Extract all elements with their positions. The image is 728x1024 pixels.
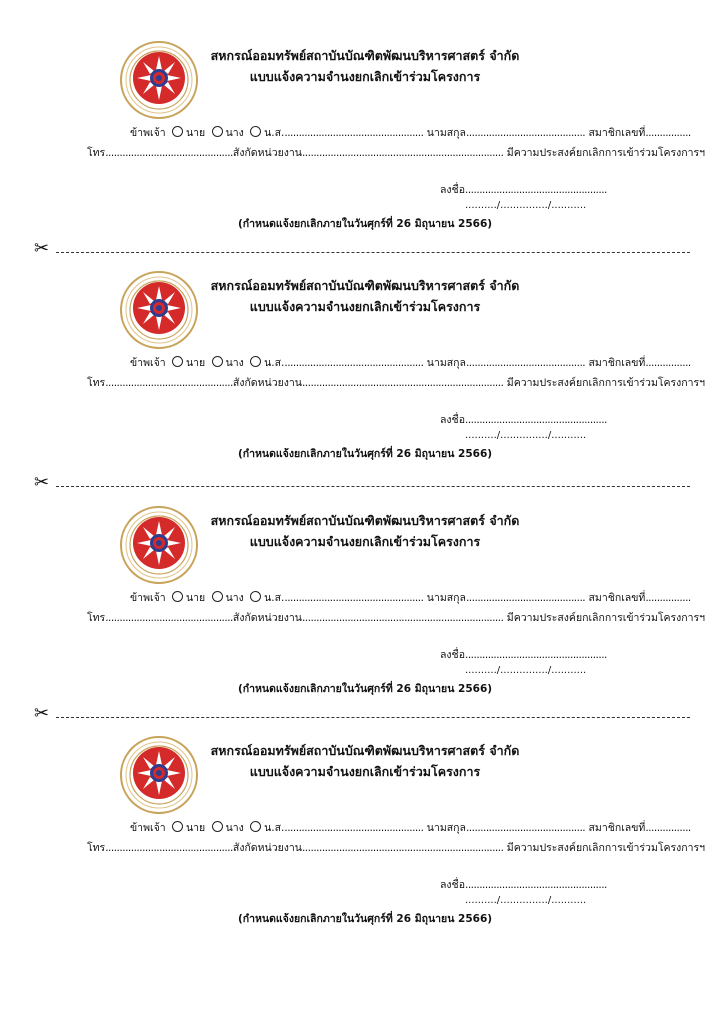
prefix-mrs-label: นาง: [225, 127, 244, 139]
prefix-ms-label: น.ส.: [264, 357, 285, 369]
name-row: [130, 354, 691, 371]
circle-radio-icon[interactable]: [172, 356, 183, 367]
coop-logo-icon: [119, 735, 199, 815]
lastname-field[interactable]: ..........................................: [465, 822, 586, 834]
contact-row: [87, 144, 705, 161]
dashed-divider: [56, 252, 690, 253]
prefix-ms-label: น.ส.: [264, 592, 285, 604]
phone-label: โทร: [87, 842, 106, 854]
lastname-label: นามสกุล: [426, 822, 466, 834]
signature-field[interactable]: ..................................................: [465, 879, 607, 891]
cancel-form-slip: [0, 735, 728, 965]
cut-line: [34, 238, 690, 259]
signature-label: ลงชื่อ: [440, 879, 465, 891]
form-title: แบบแจ้งความจำนงยกเลิกเข้าร่วมโครงการ: [249, 764, 481, 779]
member-no-label: สมาชิกเลขที่: [588, 822, 646, 834]
coop-logo-icon: [119, 505, 199, 585]
scissors-icon: ✂: [34, 238, 50, 259]
member-no-field[interactable]: ................: [645, 357, 691, 369]
org-name: สหกรณ์ออมทรัพย์สถาบันบัณฑิตพัฒนบริหารศาสตร์ จำกัด: [210, 48, 520, 63]
member-no-label: สมาชิกเลขที่: [588, 592, 646, 604]
circle-radio-icon[interactable]: [250, 821, 261, 832]
phone-label: โทร: [87, 612, 106, 624]
cancel-form-slip: [0, 505, 728, 735]
cancel-form-slip: [0, 270, 728, 500]
lastname-field[interactable]: ..........................................: [465, 592, 586, 604]
circle-radio-icon[interactable]: [250, 126, 261, 137]
date-field[interactable]: ........../.............../...........: [465, 430, 587, 441]
unit-label: สังกัดหน่วยงาน: [232, 377, 302, 389]
deadline-note: (กำหนดแจ้งยกเลิกภายในวันศุกร์ที่ 26 มิถุนายน 2566): [237, 913, 493, 925]
prefix-mrs-label: นาง: [225, 822, 244, 834]
prefix-mrs-label: นาง: [225, 592, 244, 604]
firstname-field[interactable]: .................................................: [284, 127, 424, 139]
unit-field[interactable]: .......................................................................: [301, 612, 504, 624]
form-title: แบบแจ้งความจำนงยกเลิกเข้าร่วมโครงการ: [249, 299, 481, 314]
circle-radio-icon[interactable]: [172, 126, 183, 137]
form-title: แบบแจ้งความจำนงยกเลิกเข้าร่วมโครงการ: [249, 534, 481, 549]
prefix-mr-label: นาย: [185, 127, 206, 139]
prefix-mrs-label: นาง: [225, 357, 244, 369]
intent-text: มีความประสงค์ยกเลิกการเข้าร่วมโครงการฯ: [506, 147, 706, 159]
signature-field[interactable]: ..................................................: [465, 414, 607, 426]
contact-row: [87, 609, 705, 626]
lastname-field[interactable]: ..........................................: [465, 127, 586, 139]
member-no-field[interactable]: ................: [645, 127, 691, 139]
date-field[interactable]: ........../.............../...........: [465, 665, 587, 676]
i-label: ข้าพเจ้า: [130, 592, 166, 604]
unit-field[interactable]: .......................................................................: [301, 842, 504, 854]
unit-field[interactable]: .......................................................................: [301, 147, 504, 159]
cut-line: [34, 472, 690, 493]
circle-radio-icon[interactable]: [172, 591, 183, 602]
lastname-label: นามสกุล: [426, 592, 466, 604]
name-row: [130, 124, 691, 141]
circle-radio-icon[interactable]: [172, 821, 183, 832]
org-name: สหกรณ์ออมทรัพย์สถาบันบัณฑิตพัฒนบริหารศาสตร์ จำกัด: [210, 513, 520, 528]
prefix-ms-label: น.ส.: [264, 127, 285, 139]
i-label: ข้าพเจ้า: [130, 357, 166, 369]
firstname-field[interactable]: .................................................: [284, 592, 424, 604]
lastname-label: นามสกุล: [426, 127, 466, 139]
coop-logo-icon: [119, 270, 199, 350]
name-row: [130, 819, 691, 836]
date-field[interactable]: ........../.............../...........: [465, 200, 587, 211]
org-name: สหกรณ์ออมทรัพย์สถาบันบัณฑิตพัฒนบริหารศาสตร์ จำกัด: [210, 278, 520, 293]
deadline-note: (กำหนดแจ้งยกเลิกภายในวันศุกร์ที่ 26 มิถุนายน 2566): [237, 683, 493, 695]
prefix-ms-label: น.ส.: [264, 822, 285, 834]
intent-text: มีความประสงค์ยกเลิกการเข้าร่วมโครงการฯ: [506, 612, 706, 624]
dashed-divider: [56, 717, 690, 718]
signature-row: [440, 411, 607, 428]
circle-radio-icon[interactable]: [212, 821, 223, 832]
scissors-icon: ✂: [34, 472, 50, 493]
phone-field[interactable]: .............................................: [105, 147, 233, 159]
signature-row: [440, 876, 607, 893]
circle-radio-icon[interactable]: [212, 126, 223, 137]
circle-radio-icon[interactable]: [212, 591, 223, 602]
signature-label: ลงชื่อ: [440, 649, 465, 661]
phone-label: โทร: [87, 147, 106, 159]
form-title: แบบแจ้งความจำนงยกเลิกเข้าร่วมโครงการ: [249, 69, 481, 84]
member-no-field[interactable]: ................: [645, 592, 691, 604]
i-label: ข้าพเจ้า: [130, 822, 166, 834]
unit-label: สังกัดหน่วยงาน: [232, 842, 302, 854]
intent-text: มีความประสงค์ยกเลิกการเข้าร่วมโครงการฯ: [506, 377, 706, 389]
member-no-label: สมาชิกเลขที่: [588, 127, 646, 139]
phone-label: โทร: [87, 377, 106, 389]
member-no-field[interactable]: ................: [645, 822, 691, 834]
phone-field[interactable]: .............................................: [105, 612, 233, 624]
signature-row: [440, 646, 607, 663]
circle-radio-icon[interactable]: [212, 356, 223, 367]
circle-radio-icon[interactable]: [250, 591, 261, 602]
coop-logo-icon: [119, 40, 199, 120]
date-field[interactable]: ........../.............../...........: [465, 895, 587, 906]
org-name: สหกรณ์ออมทรัพย์สถาบันบัณฑิตพัฒนบริหารศาสตร์ จำกัด: [210, 743, 520, 758]
deadline-note: (กำหนดแจ้งยกเลิกภายในวันศุกร์ที่ 26 มิถุนายน 2566): [237, 448, 493, 460]
cut-line: [34, 703, 690, 724]
unit-field[interactable]: .......................................................................: [301, 377, 504, 389]
signature-field[interactable]: ..................................................: [465, 184, 607, 196]
name-row: [130, 589, 691, 606]
scissors-icon: ✂: [34, 703, 50, 724]
lastname-field[interactable]: ..........................................: [465, 357, 586, 369]
signature-label: ลงชื่อ: [440, 414, 465, 426]
firstname-field[interactable]: .................................................: [284, 822, 424, 834]
unit-label: สังกัดหน่วยงาน: [232, 147, 302, 159]
lastname-label: นามสกุล: [426, 357, 466, 369]
signature-label: ลงชื่อ: [440, 184, 465, 196]
prefix-mr-label: นาย: [185, 592, 206, 604]
unit-label: สังกัดหน่วยงาน: [232, 612, 302, 624]
signature-field[interactable]: ..................................................: [465, 649, 607, 661]
prefix-mr-label: นาย: [185, 822, 206, 834]
deadline-note: (กำหนดแจ้งยกเลิกภายในวันศุกร์ที่ 26 มิถุนายน 2566): [237, 218, 493, 230]
contact-row: [87, 839, 705, 856]
phone-field[interactable]: .............................................: [105, 377, 233, 389]
intent-text: มีความประสงค์ยกเลิกการเข้าร่วมโครงการฯ: [506, 842, 706, 854]
circle-radio-icon[interactable]: [250, 356, 261, 367]
prefix-mr-label: นาย: [185, 357, 206, 369]
phone-field[interactable]: .............................................: [105, 842, 233, 854]
dashed-divider: [56, 486, 690, 487]
contact-row: [87, 374, 705, 391]
member-no-label: สมาชิกเลขที่: [588, 357, 646, 369]
i-label: ข้าพเจ้า: [130, 127, 166, 139]
cancel-form-slip: [0, 40, 728, 270]
signature-row: [440, 181, 607, 198]
firstname-field[interactable]: .................................................: [284, 357, 424, 369]
